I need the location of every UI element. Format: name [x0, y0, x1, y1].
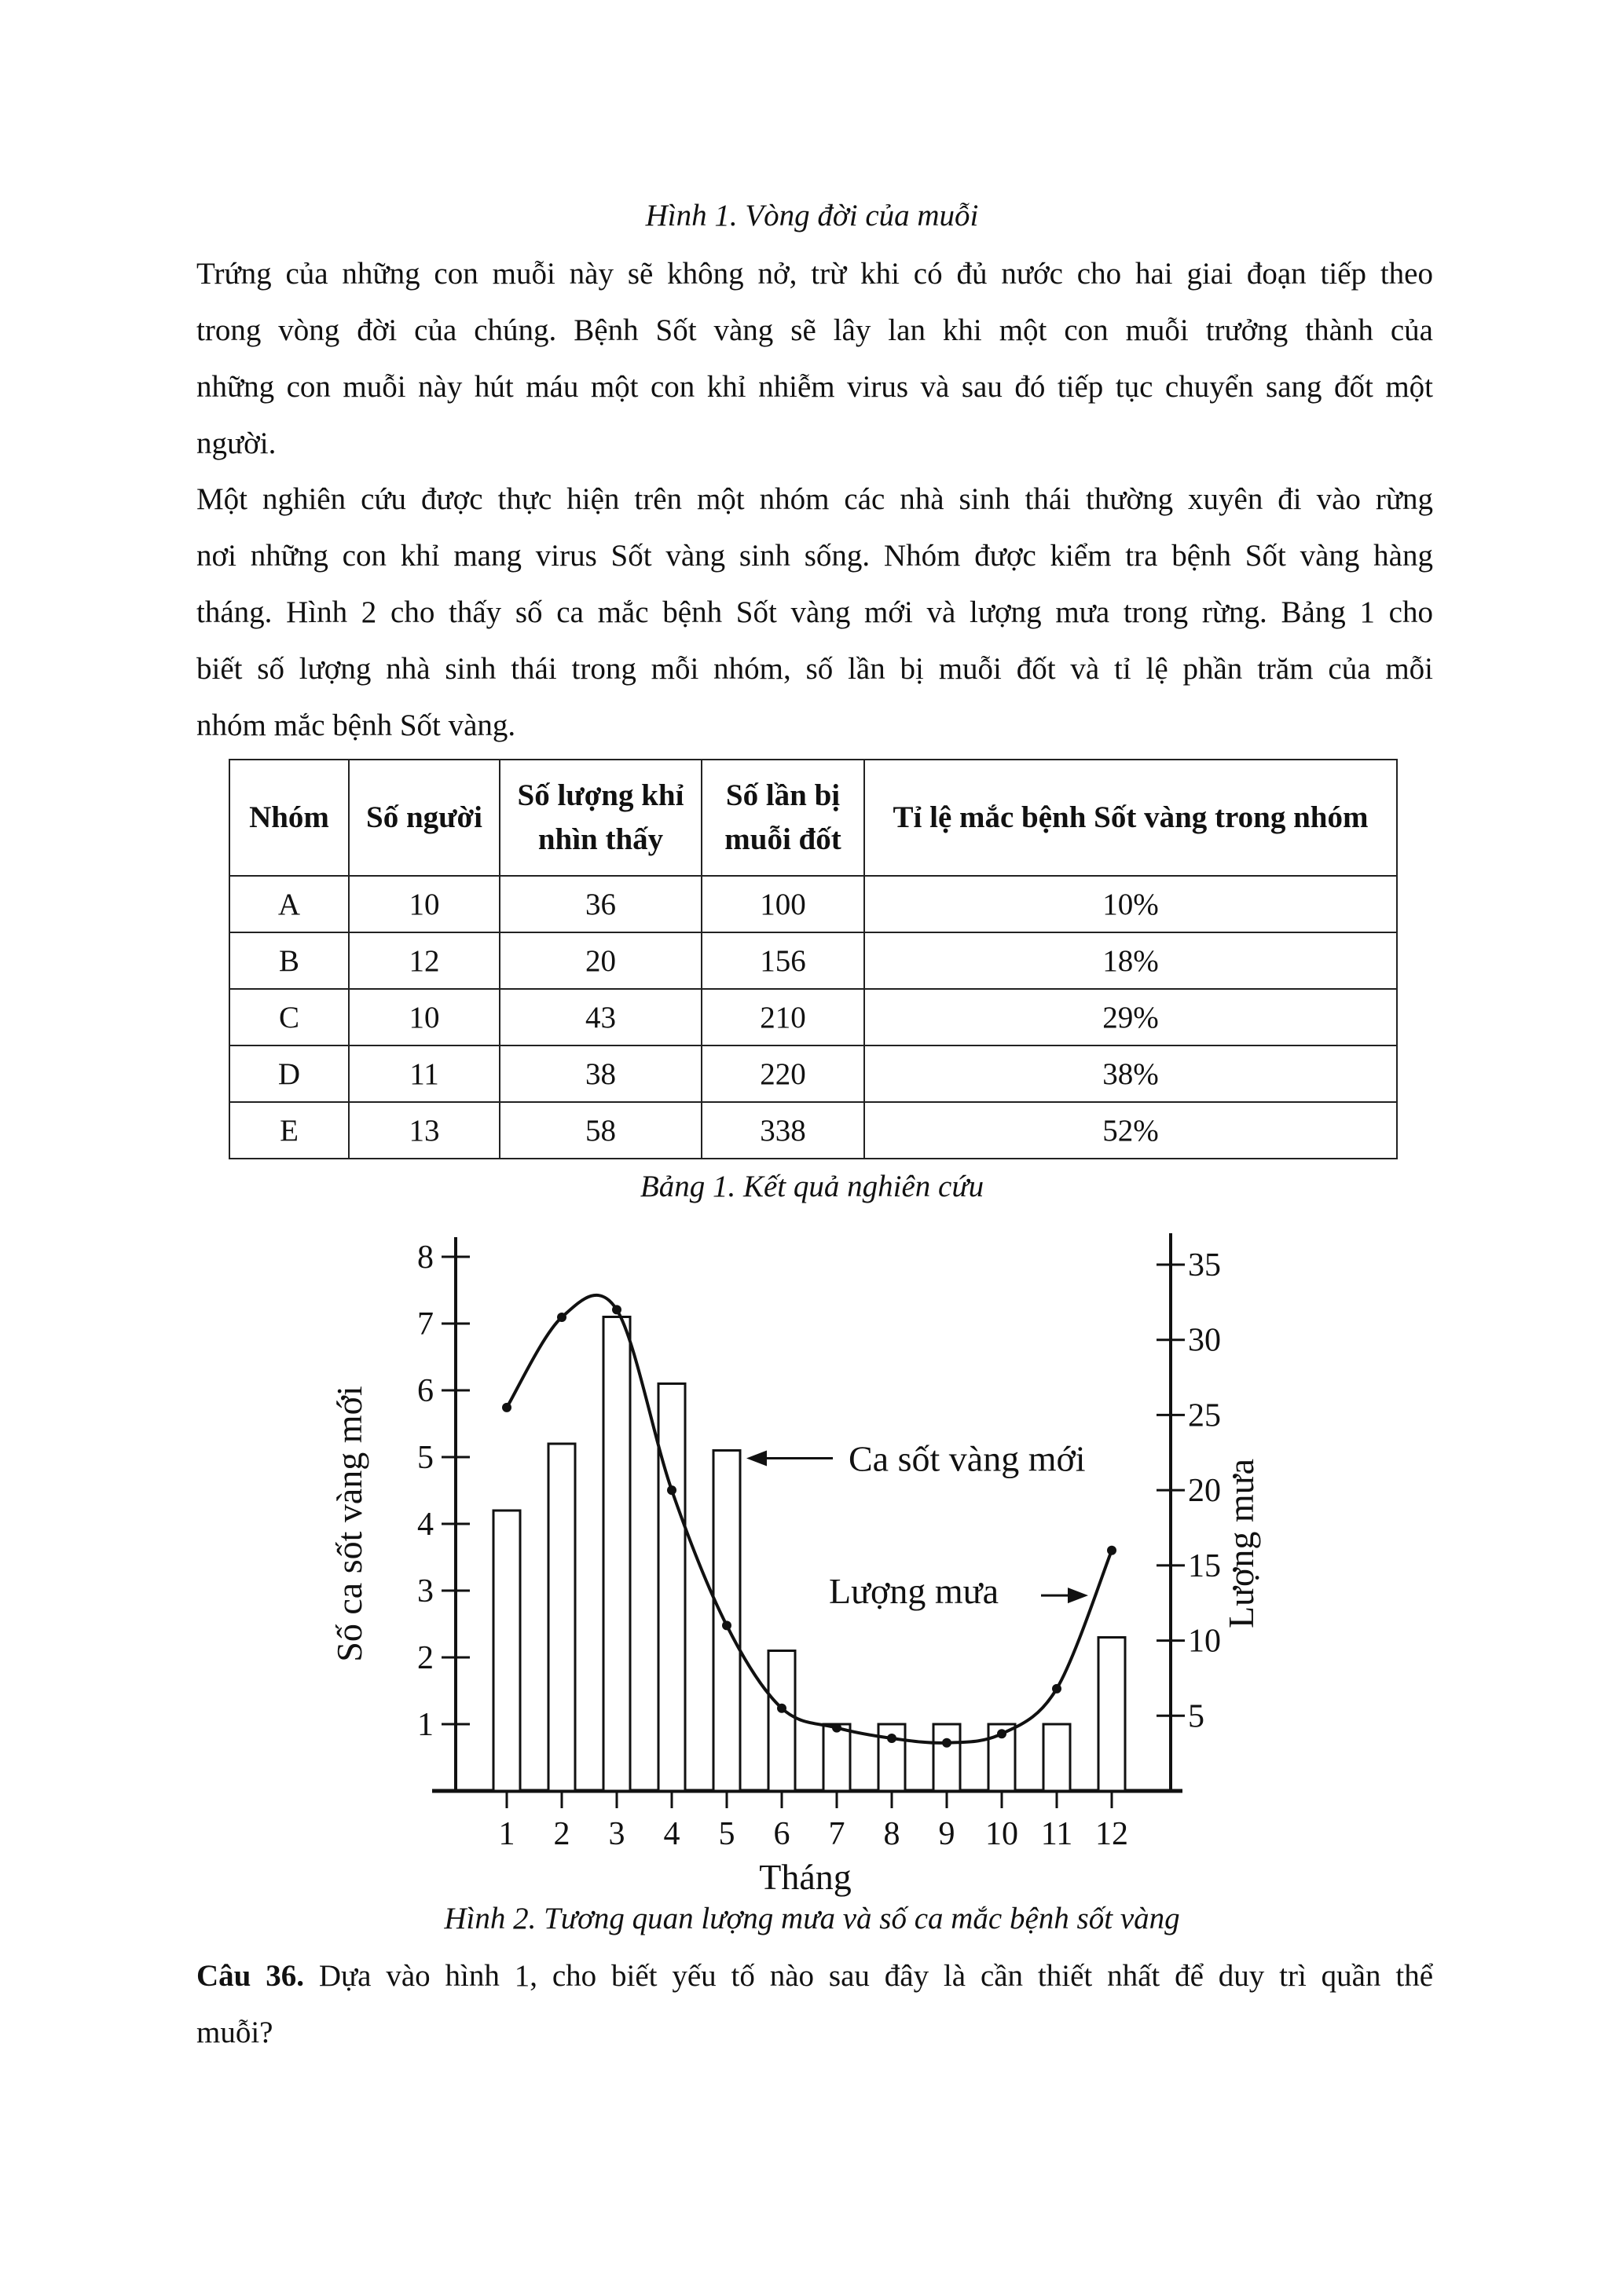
table-cell: 156 — [702, 932, 864, 989]
x-tick-label: 12 — [1095, 1816, 1128, 1852]
rainfall-point-1 — [502, 1403, 511, 1412]
table-caption: Bảng 1. Kết quả nghiên cứu — [640, 1170, 984, 1203]
table-cell: 11 — [349, 1045, 500, 1102]
right-tick-label: 15 — [1188, 1547, 1221, 1584]
bar-month-3 — [603, 1317, 630, 1792]
paragraph-line: những con muỗi này hút máu một con khỉ nhiễm virus và sau đó tiếp tục chuyển sang đốt một — [196, 370, 1433, 404]
x-tick-label: 6 — [773, 1816, 790, 1852]
table-cell: 20 — [500, 932, 702, 989]
table-cell: 18% — [864, 932, 1397, 989]
left-tick-label: 6 — [417, 1373, 434, 1409]
question-36 — [196, 1948, 1433, 2061]
table-cell: B — [229, 932, 349, 989]
left-tick-label: 2 — [417, 1640, 434, 1676]
rainfall-point-8 — [887, 1734, 896, 1743]
left-tick-label: 5 — [417, 1440, 434, 1476]
table-cell: 210 — [702, 989, 864, 1045]
bar-month-4 — [658, 1384, 685, 1792]
annotation-cases: Ca sốt vàng mới — [849, 1438, 1086, 1479]
y-axis-left-label: Số ca sốt vàng mới — [329, 1386, 369, 1662]
left-tick-label: 3 — [417, 1573, 434, 1609]
bar-month-7 — [823, 1724, 850, 1791]
x-tick-label: 3 — [608, 1816, 625, 1852]
right-tick-label: 35 — [1188, 1247, 1221, 1283]
x-axis-label: Tháng — [759, 1857, 852, 1897]
rainfall-point-2 — [557, 1313, 566, 1322]
table-cell: D — [229, 1045, 349, 1102]
rainfall-point-10 — [997, 1729, 1006, 1738]
paragraph-2 — [196, 471, 1433, 754]
rainfall-point-12 — [1107, 1546, 1116, 1555]
rainfall-point-9 — [942, 1738, 951, 1748]
results-table — [229, 759, 1398, 1159]
paragraph-line: Một nghiên cứu được thực hiện trên một nhóm các nhà sinh thái thường xuyên đi vào rừng — [196, 482, 1433, 516]
left-tick-label: 8 — [417, 1240, 434, 1276]
x-tick-label: 5 — [718, 1816, 735, 1852]
table-cell: A — [229, 876, 349, 932]
table-header-row — [229, 760, 1397, 876]
table-cell: 38 — [500, 1045, 702, 1102]
x-tick-label: 7 — [828, 1816, 845, 1852]
bar-month-1 — [493, 1511, 520, 1791]
paragraph-line: trong vòng đời của chúng. Bệnh Sốt vàng sẽ lây lan khi một con muỗi trưởng thành của — [196, 313, 1433, 347]
table-cell: 10 — [349, 876, 500, 932]
annotation-rainfall: Lượng mưa — [829, 1571, 999, 1612]
right-tick-label: 20 — [1188, 1473, 1221, 1510]
figure1-caption: Hình 1. Vòng đời của muỗi — [645, 199, 979, 233]
bar-month-12 — [1098, 1638, 1125, 1792]
table-cell: C — [229, 989, 349, 1045]
arrowhead-rain — [1068, 1587, 1088, 1603]
chart-labels — [329, 1240, 1261, 1897]
paragraph-line: nơi những con khỉ mang virus Sốt vàng sinh sống. Nhóm được kiểm tra bệnh Sốt vàng hàng — [196, 539, 1433, 573]
paragraph-line: người. — [196, 427, 277, 460]
paragraph-1 — [196, 246, 1433, 472]
table-cell: 10 — [349, 989, 500, 1045]
bar-month-6 — [768, 1651, 795, 1792]
table-cell: 100 — [702, 876, 864, 932]
paragraph-line: biết số lượng nhà sinh thái trong mỗi nhóm, số lần bị muỗi đốt và tỉ lệ phần trăm của mỗi — [196, 652, 1433, 686]
question-text: Dựa vào hình 1, cho biết yếu tố nào sau đây là cần thiết nhất để duy trì quần thể — [303, 1959, 1434, 1993]
x-tick-label: 9 — [938, 1816, 955, 1852]
table-cell: 58 — [500, 1102, 702, 1159]
right-tick-label: 30 — [1188, 1322, 1221, 1359]
paragraph-line: nhóm mắc bệnh Sốt vàng. — [196, 709, 516, 742]
question-label: Câu 36. — [196, 1959, 304, 1993]
rainfall-line — [507, 1295, 1112, 1743]
paragraph-line: tháng. Hình 2 cho thấy số ca mắc bệnh Sốt vàng mới và lượng mưa trong rừng. Bảng 1 cho — [196, 595, 1433, 629]
left-tick-label: 1 — [417, 1707, 434, 1743]
x-tick-label: 8 — [883, 1816, 900, 1852]
table-cell: 43 — [500, 989, 702, 1045]
table-cell: 38% — [864, 1045, 1397, 1102]
question-line — [196, 1948, 1433, 2005]
right-tick-label: 5 — [1188, 1698, 1204, 1735]
table-row — [229, 1045, 1397, 1102]
figure2-caption: Hình 2. Tương quan lượng mưa và số ca mắc bệnh sốt vàng — [444, 1902, 1180, 1935]
table-cell: E — [229, 1102, 349, 1159]
header-people: Số người — [349, 760, 500, 876]
table-cell: 13 — [349, 1102, 500, 1159]
table-row — [229, 876, 1397, 932]
right-tick-label: 25 — [1188, 1397, 1221, 1434]
x-tick-label: 4 — [663, 1816, 680, 1852]
table-cell: 36 — [500, 876, 702, 932]
bar-month-5 — [713, 1451, 740, 1792]
rainfall-fever-chart — [299, 1218, 1273, 1901]
table-row — [229, 1102, 1397, 1159]
bar-month-2 — [548, 1444, 575, 1791]
table-row — [229, 989, 1397, 1045]
left-tick-label: 7 — [417, 1306, 434, 1342]
y-axis-right-label: Lượng mưa — [1221, 1459, 1261, 1628]
question-line: muỗi? — [196, 2016, 273, 2049]
rainfall-point-5 — [722, 1620, 731, 1630]
table-cell: 12 — [349, 932, 500, 989]
bar-month-11 — [1043, 1724, 1070, 1791]
left-tick-label: 4 — [417, 1507, 434, 1543]
chart-rain-line — [502, 1295, 1116, 1748]
rainfall-point-3 — [612, 1305, 621, 1314]
table-cell: 29% — [864, 989, 1397, 1045]
table-row — [229, 932, 1397, 989]
table-cell: 10% — [864, 876, 1397, 932]
right-tick-label: 10 — [1188, 1623, 1221, 1660]
table-cell: 52% — [864, 1102, 1397, 1159]
rainfall-point-7 — [832, 1723, 841, 1733]
table-cell: 220 — [702, 1045, 864, 1102]
rainfall-point-11 — [1052, 1684, 1061, 1694]
table-cell: 338 — [702, 1102, 864, 1159]
paragraph-line: Trứng của những con muỗi này sẽ không nở, trừ khi có đủ nước cho hai giai đoạn tiếp theo — [196, 257, 1433, 291]
header-group: Nhóm — [229, 760, 349, 876]
header-rate: Tỉ lệ mắc bệnh Sốt vàng trong nhóm — [864, 760, 1397, 876]
rainfall-point-6 — [777, 1704, 786, 1713]
header-monkeys: Số lượng khỉ nhìn thấy — [500, 760, 702, 876]
x-tick-label: 10 — [985, 1816, 1018, 1852]
x-tick-label: 11 — [1040, 1816, 1073, 1852]
bar-month-9 — [933, 1724, 960, 1791]
rainfall-point-4 — [667, 1485, 676, 1495]
arrowhead-cases — [746, 1451, 767, 1467]
x-tick-label: 1 — [498, 1816, 515, 1852]
header-bites: Số lần bị muỗi đốt — [702, 760, 864, 876]
x-tick-label: 2 — [553, 1816, 570, 1852]
